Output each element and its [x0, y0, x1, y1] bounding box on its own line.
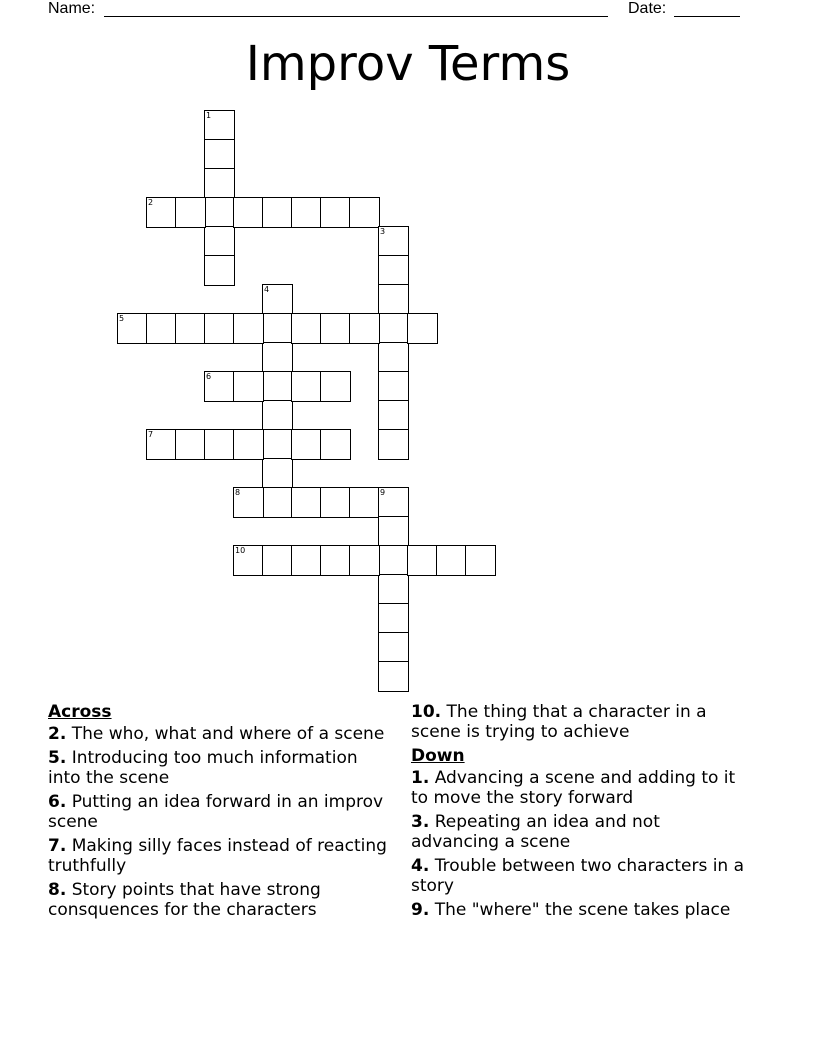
crossword-cell[interactable] — [204, 197, 235, 228]
clue-number: 7. — [48, 836, 67, 856]
across-clue — [48, 880, 388, 920]
crossword-cell[interactable] — [204, 255, 235, 286]
crossword-cell[interactable] — [378, 429, 409, 460]
cell-clue-number: 10 — [235, 546, 246, 555]
crossword-cell[interactable] — [349, 487, 380, 518]
clue-number: 4. — [411, 856, 430, 876]
crossword-cell[interactable] — [204, 429, 235, 460]
across-clue — [48, 724, 388, 744]
crossword-cell[interactable] — [378, 400, 409, 431]
crossword-cell[interactable] — [262, 371, 293, 402]
across-clue — [48, 748, 388, 788]
crossword-cell[interactable] — [233, 313, 264, 344]
cell-clue-number: 4 — [264, 285, 270, 294]
clue-number: 9. — [411, 900, 430, 920]
cell-clue-number: 1 — [206, 111, 212, 120]
worksheet-header — [48, 0, 768, 20]
cell-clue-number: 9 — [380, 488, 386, 497]
crossword-cell[interactable] — [320, 197, 351, 228]
clue-number: 5. — [48, 748, 67, 768]
clue-text: The "where" the scene takes place — [434, 900, 731, 920]
crossword-cell[interactable] — [233, 545, 264, 576]
crossword-cell[interactable] — [262, 284, 293, 315]
crossword-cell[interactable] — [378, 342, 409, 373]
page-title: Improv Terms — [245, 36, 571, 92]
crossword-cell[interactable] — [378, 284, 409, 315]
clue-number: 2. — [48, 724, 67, 744]
cell-clue-number: 3 — [380, 227, 386, 236]
crossword-cell[interactable] — [378, 632, 409, 663]
clue-number: 3. — [411, 812, 430, 832]
crossword-cell[interactable] — [349, 197, 380, 228]
crossword-cell[interactable] — [262, 400, 293, 431]
crossword-cell[interactable] — [291, 313, 322, 344]
crossword-cell[interactable] — [465, 545, 496, 576]
clue-number: 8. — [48, 880, 67, 900]
crossword-cell[interactable] — [204, 226, 235, 257]
crossword-cell[interactable] — [320, 371, 351, 402]
crossword-cell[interactable] — [262, 545, 293, 576]
clues-column-right — [411, 702, 751, 924]
crossword-cell[interactable] — [378, 226, 409, 257]
crossword-cell[interactable] — [262, 429, 293, 460]
across-clue — [411, 702, 751, 742]
cell-clue-number: 5 — [119, 314, 125, 323]
down-clue — [411, 812, 751, 852]
crossword-cell[interactable] — [320, 545, 351, 576]
across-clue — [48, 836, 388, 876]
crossword-cell[interactable] — [175, 313, 206, 344]
clue-text: Advancing a scene and adding to it to move the story forward — [411, 768, 736, 808]
down-clue — [411, 900, 751, 920]
crossword-cell[interactable] — [407, 545, 438, 576]
cell-clue-number: 6 — [206, 372, 212, 381]
clue-text: Story points that have strong consquences for the characters — [48, 880, 321, 920]
crossword-cell[interactable] — [204, 371, 235, 402]
crossword-cell[interactable] — [291, 487, 322, 518]
crossword-cell[interactable] — [146, 197, 177, 228]
crossword-cell[interactable] — [262, 197, 293, 228]
clue-text: The who, what and where of a scene — [71, 724, 385, 744]
down-heading: Down — [411, 746, 465, 766]
crossword-cell[interactable] — [378, 545, 409, 576]
date-write-line[interactable] — [674, 16, 740, 17]
crossword-cell[interactable] — [436, 545, 467, 576]
crossword-cell[interactable] — [378, 371, 409, 402]
across-heading: Across — [48, 702, 112, 722]
crossword-cell[interactable] — [320, 313, 351, 344]
down-clue — [411, 768, 751, 808]
crossword-cell[interactable] — [146, 313, 177, 344]
crossword-cell[interactable] — [233, 429, 264, 460]
crossword-cell[interactable] — [204, 139, 235, 170]
crossword-cell[interactable] — [262, 342, 293, 373]
crossword-cell[interactable] — [262, 487, 293, 518]
clue-text: Trouble between two characters in a story — [411, 856, 745, 896]
clue-text: Making silly faces instead of reacting truthfully — [48, 836, 387, 876]
crossword-cell[interactable] — [175, 197, 206, 228]
cell-clue-number: 2 — [148, 198, 154, 207]
crossword-cell[interactable] — [175, 429, 206, 460]
clue-text: The thing that a character in a scene is trying to achieve — [411, 702, 707, 742]
crossword-cell[interactable] — [262, 458, 293, 489]
crossword-cell[interactable] — [117, 313, 148, 344]
crossword-cell[interactable] — [407, 313, 438, 344]
crossword-cell[interactable] — [349, 313, 380, 344]
crossword-cell[interactable] — [204, 313, 235, 344]
across-clue — [48, 792, 388, 832]
clue-number: 10. — [411, 702, 442, 722]
clues-column-left — [48, 702, 388, 924]
crossword-cell[interactable] — [233, 371, 264, 402]
crossword-cell[interactable] — [320, 487, 351, 518]
name-label: Name: — [48, 0, 96, 17]
clue-number: 1. — [411, 768, 430, 788]
date-label: Date: — [628, 0, 667, 17]
crossword-cell[interactable] — [378, 516, 409, 547]
crossword-cell[interactable] — [262, 313, 293, 344]
clue-text: Introducing too much information into the scene — [48, 748, 358, 788]
crossword-cell[interactable] — [378, 313, 409, 344]
crossword-cell[interactable] — [291, 197, 322, 228]
name-write-line[interactable] — [104, 16, 608, 17]
crossword-cell[interactable] — [349, 545, 380, 576]
crossword-cell[interactable] — [320, 429, 351, 460]
cell-clue-number: 8 — [235, 488, 241, 497]
crossword-cell[interactable] — [146, 429, 177, 460]
crossword-cell[interactable] — [291, 545, 322, 576]
crossword-cell[interactable] — [204, 168, 235, 199]
clue-text: Putting an idea forward in an improv scene — [48, 792, 384, 832]
crossword-cell[interactable] — [378, 574, 409, 605]
crossword-cell[interactable] — [378, 487, 409, 518]
crossword-cell[interactable] — [204, 110, 235, 141]
down-clue — [411, 856, 751, 896]
crossword-cell[interactable] — [378, 661, 409, 692]
crossword-cell[interactable] — [233, 197, 264, 228]
clue-number: 6. — [48, 792, 67, 812]
crossword-cell[interactable] — [378, 255, 409, 286]
cell-clue-number: 7 — [148, 430, 154, 439]
clue-text: Repeating an idea and not advancing a scene — [411, 812, 660, 852]
crossword-cell[interactable] — [233, 487, 264, 518]
crossword-cell[interactable] — [378, 603, 409, 634]
crossword-cell[interactable] — [291, 429, 322, 460]
crossword-cell[interactable] — [291, 371, 322, 402]
